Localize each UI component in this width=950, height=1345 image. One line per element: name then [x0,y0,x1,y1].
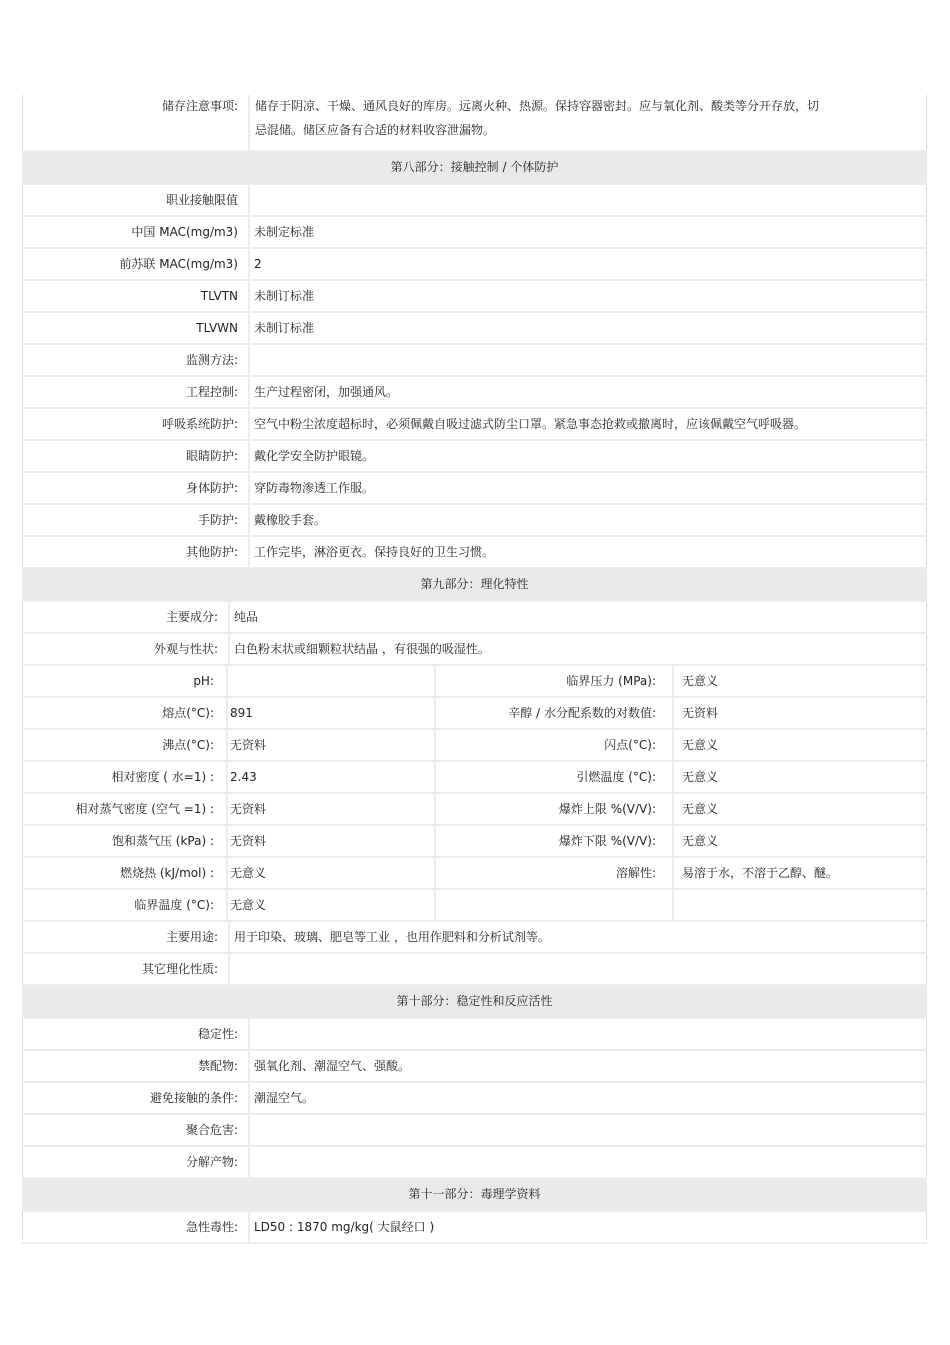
row-label: 避免接触的条件: [149,1091,238,1105]
property-label: 相对密度 ( 水=1) : [111,770,214,784]
storage-line-1: 储存于阴凉、干燥、通风良好的库房。远离火种、热源。保持容器密封。应与氧化剂、酸类等分开存放，切 [255,99,820,113]
row-value: 2 [248,249,927,279]
row-label: 职业接触限值 [165,193,238,207]
property-value [672,890,927,920]
table-row [22,954,927,986]
table-row [22,1212,927,1244]
table-row [22,1019,927,1051]
row-label: 禁配物: [197,1059,238,1073]
table-row [22,441,927,473]
property-row [22,858,927,890]
property-value: 易溶于水，不溶于乙醇、醚。 [672,858,927,888]
property-value [226,666,434,696]
row-label: 眼睛防护: [185,449,238,463]
row-label: 其它理化性质: [141,962,218,976]
property-value: 无资料 [672,698,927,728]
row-label: 中国 MAC(mg/m3) [131,225,238,239]
property-value: 无资料 [226,826,434,856]
row-value [248,1019,927,1049]
row-value: 空气中粉尘浓度超标时，必须佩戴自吸过滤式防尘口罩。紧急事态抢救或撤离时，应该佩戴空气呼吸器。 [248,409,927,439]
row-value: 穿防毒物渗透工作服。 [248,473,927,503]
property-value: 无意义 [672,666,927,696]
table-row [22,634,927,666]
property-row [22,730,927,762]
storage-value [248,95,927,150]
property-label: 引燃温度 (°C): [434,762,672,792]
section-11-title: 第十一部分：毒理学资料 [408,1187,541,1201]
row-label: 手防护: [197,513,238,527]
table-row [22,1115,927,1147]
section-9-title: 第九部分：理化特性 [420,577,529,591]
property-row [22,890,927,922]
table-row [22,345,927,377]
row-label: 前苏联 MAC(mg/m3) [119,257,238,271]
row-value [248,345,927,375]
table-row [22,1083,927,1115]
property-label: 熔点(°C): [162,706,214,720]
row-value: 未制订标准 [248,313,927,343]
row-label: 急性毒性: [185,1220,238,1234]
property-value: 无意义 [226,858,434,888]
row-label: 分解产物: [185,1155,238,1169]
row-value: 用于印染、玻璃、肥皂等工业 ，也用作肥料和分析试剂等。 [228,922,927,952]
table-row [22,1147,927,1179]
property-label: 相对蒸气密度 (空气 =1) : [75,802,214,816]
property-label: 燃烧热 (kJ/mol) : [120,866,214,880]
property-label: 临界温度 (°C): [134,898,214,912]
property-label: 爆炸上限 %(V/V): [434,794,672,824]
table-row [22,473,927,505]
section-9-header [22,569,927,602]
row-value: 工作完毕，淋浴更衣。保持良好的卫生习惯。 [248,537,927,567]
section-8-header [22,152,927,185]
table-row [22,602,927,634]
property-value: 无意义 [672,826,927,856]
property-value: 无意义 [672,730,927,760]
row-label: TLVTN [200,289,238,303]
section-10-title: 第十部分：稳定性和反应活性 [396,994,553,1008]
row-value: 纯品 [228,602,927,632]
table-row [22,537,927,569]
row-value: 未制订标准 [248,281,927,311]
row-label: 外观与性状: [153,642,218,656]
property-label: 饱和蒸气压 (kPa) : [111,834,214,848]
table-row [22,377,927,409]
property-label: 临界压力 (MPa): [434,666,672,696]
property-label: 溶解性: [434,858,672,888]
section-11-header [22,1179,927,1212]
property-value: 无资料 [226,794,434,824]
property-row [22,826,927,858]
storage-row [22,95,927,152]
row-value: LD50 : 1870 mg/kg( 大鼠经口 ) [248,1212,927,1242]
table-row [22,1051,927,1083]
row-label: 呼吸系统防护: [161,417,238,431]
property-row [22,762,927,794]
property-value: 2.43 [226,762,434,792]
row-value: 戴橡胶手套。 [248,505,927,535]
property-row [22,794,927,826]
storage-line-2: 忌混储。储区应备有合适的材料收容泄漏物。 [255,123,496,137]
row-value: 戴化学安全防护眼镜。 [248,441,927,471]
section-8-title: 第八部分：接触控制 / 个体防护 [390,160,559,174]
property-row [22,666,927,698]
row-label: 监测方法: [185,353,238,367]
row-value [228,954,927,984]
row-value: 白色粉末状或细颗粒状结晶 ，有很强的吸湿性。 [228,634,927,664]
property-value: 无资料 [226,730,434,760]
row-label: 工程控制: [185,385,238,399]
row-value [248,185,927,215]
property-value: 无意义 [226,890,434,920]
property-label [434,890,672,920]
property-value: 无意义 [672,794,927,824]
row-value [248,1115,927,1145]
table-row [22,217,927,249]
row-label: 身体防护: [185,481,238,495]
row-value: 生产过程密闭，加强通风。 [248,377,927,407]
table-row [22,249,927,281]
row-label: 稳定性: [197,1027,238,1041]
property-label: 辛醇 / 水分配系数的对数值: [434,698,672,728]
table-row [22,313,927,345]
property-label: 沸点(°C): [162,738,214,752]
row-label: 其他防护: [185,545,238,559]
table-row [22,922,927,954]
property-row [22,698,927,730]
table-row [22,505,927,537]
section-10-header [22,986,927,1019]
row-label: 主要成分: [165,610,218,624]
row-label: 聚合危害: [185,1123,238,1137]
row-value: 强氧化剂、潮湿空气、强酸。 [248,1051,927,1081]
table-row [22,409,927,441]
property-label: pH: [193,674,214,688]
row-value [248,1147,927,1177]
row-label: TLVWN [196,321,238,335]
row-label: 主要用途: [165,930,218,944]
property-label: 爆炸下限 %(V/V): [434,826,672,856]
table-row [22,281,927,313]
property-value: 无意义 [672,762,927,792]
storage-label: 储存注意事项: [161,99,238,113]
msds-table [22,95,927,1244]
table-row [22,185,927,217]
row-value: 未制定标准 [248,217,927,247]
property-value: 891 [226,698,434,728]
property-label: 闪点(°C): [434,730,672,760]
row-value: 潮湿空气。 [248,1083,927,1113]
